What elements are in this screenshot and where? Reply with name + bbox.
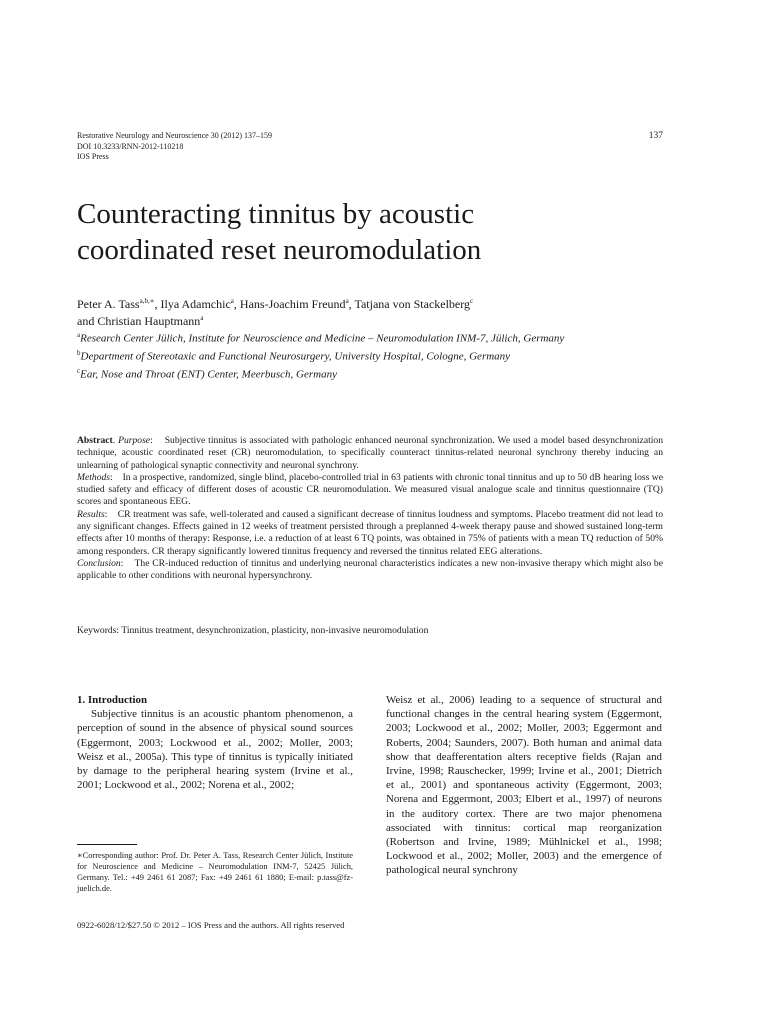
author-sup: a: [200, 314, 204, 322]
footnote-divider: [77, 844, 137, 845]
abstract: [77, 435, 663, 583]
author-list: [77, 294, 677, 328]
methods-label: Methods: [77, 471, 111, 483]
section-heading: 1. Introduction: [77, 694, 147, 706]
journal-header: [77, 131, 663, 163]
doi: DOI 10.3233/RNN-2012-110218: [77, 141, 184, 151]
abstract-label: Abstract: [77, 435, 113, 446]
author-sep: ,: [348, 297, 355, 311]
affiliation-text: Ear, Nose and Throat (ENT) Center, Meerbusch, Germany: [80, 368, 337, 381]
author-sup: c: [470, 297, 474, 305]
methods-text: In a prospective, randomized, single blind, placebo-controlled trial in 63 patients with chronic tonal tinnitus and up to 50 dB hearing loss we studied safety and efficacy of different doses of acoustic CR neuromodulation. We measured visual analogue scale and tinnitus questionnaire (TQ) scores and spontaneous EEG.: [77, 471, 663, 508]
paper-title: [77, 196, 677, 268]
purpose-label: Purpose: [118, 435, 151, 446]
affiliations: [77, 328, 697, 382]
affiliation: [77, 328, 697, 346]
publisher: IOS Press: [77, 152, 109, 161]
page-number: 137: [648, 131, 663, 141]
title-line-1: Counteracting tinnitus by acoustic: [77, 198, 475, 230]
affiliation-sup: a: [77, 331, 81, 339]
right-column: [386, 693, 662, 878]
author-sup: a: [230, 297, 234, 305]
author-sep: ,: [154, 297, 161, 311]
affiliation: [77, 346, 697, 364]
keywords: Keywords: Tinnitus treatment, desynchronization, plasticity, non-invasive neuromodulation: [77, 625, 429, 636]
author: and Christian Hauptmann: [77, 314, 201, 328]
author-sup: a,b,∗: [139, 297, 155, 305]
author: Hans-Joachim Freund: [239, 297, 346, 311]
author: Tatjana von Stackelberg: [354, 297, 471, 311]
intro-paragraph: Subjective tinnitus is an acoustic phantom phenomenon, a perception of sound in the absence of physical sound sources (Eggermont, 2003; Lockwood et al., 2002; Moller, 2003; Weisz et al., 2005a). This type of tinnitus is typically initiated by damage to the peripheral hearing system (Irvine et al., 2001; Lockwood et al., 2002; Norena et al., 2002;: [77, 708, 353, 792]
conclusion-label: Conclusion: [77, 557, 121, 569]
affiliation-text: Research Center Jülich, Institute for Neuroscience and Medicine – Neuromodulation INM-7, Jülich, Germany: [80, 332, 565, 345]
author: Ilya Adamchic: [160, 297, 231, 311]
purpose-text: Subjective tinnitus is associated with pathologic enhanced neuronal synchronization. We used a model based desynchronization technique, acoustic coordinated reset (CR) neuromodulation, to specifically counteract tinnitus-related neuronal synchrony thereby inducing an unlearning of pathological synaptic connectivity and neuronal synchrony.: [77, 435, 664, 471]
author-sep: ,: [233, 297, 240, 311]
results-text: CR treatment was safe, well-tolerated and caused a significant decrease of tinnitus loudness and symptoms. Placebo treatment did not lead to any significant changes. Effects gained in 12 weeks of treatment persisted through a preplanned 4-week therapy pause and showed sustained long-term effects after 10 months of therapy: Response, i.e. a reduction of at least 6 TQ points, was obtained in 75% of patients with a mean TQ reduction of 50% among responders. CR therapy significantly lowered tinnitus frequency and reversed the tinnitus related EEG alterations.: [77, 508, 664, 557]
affiliation-sup: c: [77, 367, 81, 376]
intro-paragraph-continued: Weisz et al., 2006) leading to a sequence of structural and functional changes in the central hearing system (Eggermont, 2003; Lockwood et al., 2002; Moller, 2003; Eggermont and Roberts, 2004; Saunders, 2007). Both human and animal data show that deafferentation alters receptive fields (Rajan and Irvine, 1998; Rauschecker, 1999; Irvine et al., 2001; Dietrich et al., 2001) and spontaneous activity (Eggermont, 2003; Norena and Eggermont, 2003; Elbert et al., 1997) of neurons in the auditory cortex. There are two major phenomena associated with tinnitus: cortical map reorganization (Robertson and Irvine, 1989; Mühlnickel et al., 1998; Lockwood et al., 2002; Moller, 2003) and the emergence of pathological neural synchrony: [386, 694, 662, 877]
left-column: [77, 693, 353, 792]
abstract-conclusion: Conclusion: The CR-induced reduction of tinnitus and underlying neuronal characteristics indicates a new non-invasive therapy which might also be applicable to other conditions with neuronal hypersynchrony.: [77, 557, 663, 582]
abstract-results: Results: CR treatment was safe, well-tolerated and caused a significant decrease of tinnitus loudness and symptoms. Placebo treatment did not lead to any significant changes. Effects gained in 12 weeks of treatment persisted through a preplanned 4-week therapy pause and showed sustained long-term effects after 10 months of therapy: Response, i.e. a reduction of at least 6 TQ points, was obtained in 75% of patients with a mean TQ reduction of 50% among responders. CR therapy significantly lowered tinnitus frequency and reversed the tinnitus related EEG alterations.: [77, 508, 664, 557]
author-sup: a: [345, 297, 349, 305]
corresponding-author-footnote: ∗Corresponding author: Prof. Dr. Peter A. Tass, Research Center Jülich, Institute for Neuroscience and Medicine – Neuromodulation INM-7, 52425 Jülich, Germany. Tel.: +49 2461 61 2087; Fax: +49 2461 61 1880; E-mail: p.tass@fz-juelich.de.: [77, 851, 353, 893]
conclusion-text: The CR-induced reduction of tinnitus and underlying neuronal characteristics indicates a new non-invasive therapy which might also be applicable to other conditions with neuronal hypersynchrony.: [77, 557, 663, 582]
results-label: Results: [77, 508, 105, 520]
title-line-2: coordinated reset neuromodulation: [77, 234, 482, 266]
abstract-methods: Methods: In a prospective, randomized, single blind, placebo-controlled trial in 63 patients with chronic tonal tinnitus and up to 50 dB hearing loss we studied safety and efficacy of different doses of acoustic CR neuromodulation. We measured visual analogue scale and tinnitus questionnaire (TQ) scores and spontaneous EEG.: [77, 471, 663, 508]
affiliation: [77, 364, 697, 382]
author: Peter A. Tass: [77, 297, 140, 311]
affiliation-sup: b: [77, 349, 81, 358]
affiliation-text: Department of Stereotaxic and Functional Neurosurgery, University Hospital, Cologne, Germany: [80, 350, 511, 363]
journal-citation: Restorative Neurology and Neuroscience 30 (2012) 137–159: [77, 131, 273, 140]
copyright-line: 0922-6028/12/$27.50 © 2012 – IOS Press and the authors. All rights reserved: [77, 920, 345, 930]
abstract-purpose: Abstract. Purpose: Subjective tinnitus is associated with pathologic enhanced neuronal synchronization. We used a model based desynchronization technique, acoustic coordinated reset (CR) neuromodulation, to specifically counteract tinnitus-related neuronal synchrony thereby inducing an unlearning of pathological synaptic connectivity and neuronal synchrony.: [77, 435, 664, 471]
